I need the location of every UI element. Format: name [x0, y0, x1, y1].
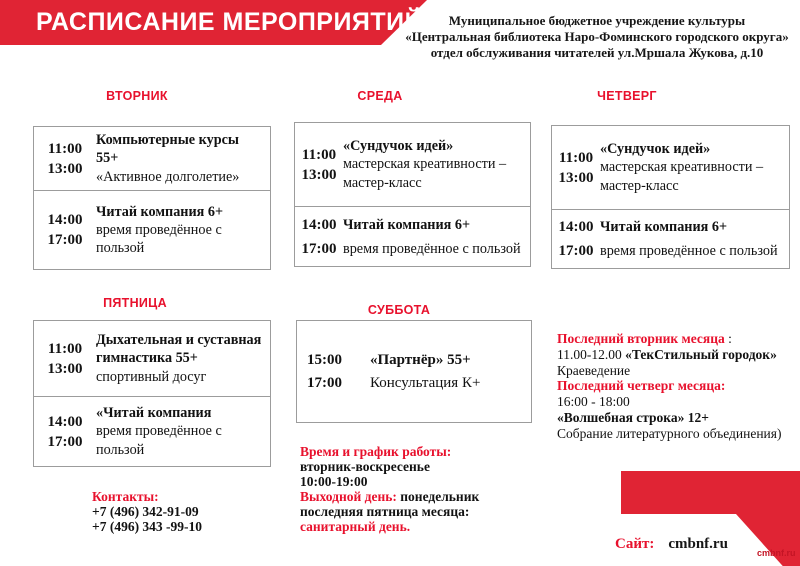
event-line — [552, 215, 782, 239]
event-row — [34, 191, 270, 269]
schedule-box-friday — [33, 320, 271, 467]
time-end: 17:00 — [47, 232, 83, 248]
schedule-box-tuesday — [33, 126, 271, 270]
event-line — [307, 372, 531, 395]
event-row — [552, 126, 789, 210]
time-start: 14:00 — [558, 219, 594, 235]
event-title: Дыхательная и суставная гимнастика 55+ — [96, 332, 262, 367]
site-url: cmbnf.ru — [668, 536, 728, 552]
red-band-decoration — [621, 471, 800, 514]
event-desc: Консультация К+ — [370, 374, 481, 391]
org-line-1: Муниципальное бюджетное учреждение культуры — [448, 13, 746, 28]
time-end: 13:00 — [301, 166, 337, 183]
monthly-line-1-title: «ТекСтильный городок» — [625, 346, 777, 362]
org-line-3: отдел обслуживания читателей ул.Мршала Жукова, д.10 — [430, 45, 764, 60]
day-label-saturday: СУББОТА — [367, 303, 431, 317]
event-desc: мастерская креативности – мастер-класс — [600, 159, 764, 194]
event-row — [295, 123, 530, 207]
monthly-header-1-text: Последний вторник месяца — [557, 331, 725, 346]
poster-title: РАСПИСАНИЕ МЕРОПРИЯТИЙ — [36, 8, 424, 36]
time-end: 13:00 — [558, 169, 594, 186]
monthly-header-1 — [557, 331, 799, 347]
hours-line-1: вторник-воскресенье — [300, 459, 430, 474]
event-content — [343, 137, 525, 192]
hours-title: Время и график работы: — [300, 444, 452, 459]
organization-header — [398, 13, 796, 61]
event-content — [96, 131, 264, 186]
event-times — [34, 339, 96, 379]
event-content — [297, 321, 531, 422]
event-title: Читай компания 6+ — [343, 216, 471, 233]
monthly-header-2: Последний четверг месяца: — [557, 378, 726, 394]
event-row — [34, 397, 270, 466]
event-title: «Сундучок идей» — [343, 138, 454, 155]
event-desc: время проведённое с пользой — [600, 243, 778, 259]
contact-phone-2: +7 (496) 343 -99-10 — [92, 519, 203, 534]
watermark-site-url: cmbnf.ru — [757, 548, 796, 558]
event-row — [34, 321, 270, 397]
red-tail-decoration — [736, 514, 800, 566]
monthly-events-block — [557, 331, 799, 442]
contacts-title: Контакты: — [92, 489, 159, 504]
time-end: 17:00 — [301, 240, 337, 257]
day-label-friday: ПЯТНИЦА — [103, 296, 167, 310]
event-content — [96, 331, 266, 386]
time-start: 15:00 — [307, 351, 342, 368]
event-title: Компьютерные курсы 55+ — [96, 132, 239, 167]
contacts-block — [92, 489, 292, 534]
day-label-thursday: ЧЕТВЕРГ — [597, 89, 657, 103]
org-line-2: «Центральная библиотека Наро-Фоминского городского округа» — [405, 29, 789, 44]
event-title: «Читай компания — [96, 405, 212, 422]
event-row — [34, 127, 270, 191]
event-content — [600, 140, 782, 195]
event-times — [34, 139, 96, 179]
event-title: «Сундучок идей» — [600, 141, 711, 158]
time-start: 14:00 — [47, 212, 83, 228]
event-content — [96, 203, 264, 258]
opening-hours-block — [300, 444, 540, 534]
event-title: Читай компания 6+ — [96, 203, 224, 220]
hours-closed-label: Выходной день: — [300, 489, 397, 504]
monthly-line-3: 16:00 - 18:00 — [557, 394, 630, 410]
event-line — [307, 349, 531, 372]
schedule-box-thursday — [551, 125, 790, 269]
monthly-line-2: Краеведение — [557, 362, 631, 378]
time-start: 11:00 — [558, 149, 594, 166]
schedule-box-saturday — [296, 320, 532, 423]
event-line — [295, 237, 525, 261]
event-row — [552, 210, 789, 268]
event-title: «Партнёр» 55+ — [370, 351, 471, 368]
event-times — [34, 412, 96, 452]
event-times — [552, 148, 600, 188]
time-end: 17:00 — [47, 433, 83, 450]
event-desc: спортивный досуг — [96, 368, 207, 385]
hours-closed-line — [300, 489, 540, 504]
time-start: 14:00 — [301, 216, 337, 233]
schedule-box-wednesday — [294, 122, 531, 267]
time-end: 17:00 — [558, 243, 594, 259]
time-start: 11:00 — [47, 140, 83, 157]
event-line — [295, 213, 525, 237]
time-start: 14:00 — [47, 413, 83, 430]
event-times — [295, 145, 343, 185]
time-start: 11:00 — [301, 146, 337, 163]
site-line — [615, 536, 728, 553]
contact-phone-1: +7 (496) 342-91-09 — [92, 504, 199, 519]
event-content — [96, 404, 266, 459]
hours-closed-value: понедельник — [396, 489, 480, 504]
time-end: 13:00 — [47, 360, 83, 377]
monthly-line-1-time: 11.00-12.00 — [557, 346, 626, 362]
event-desc: время проведённое с пользой — [343, 240, 521, 257]
event-desc: мастерская креативности – мастер-класс — [343, 156, 507, 191]
site-label: Сайт: — [615, 536, 655, 552]
event-desc: время проведённое с пользой — [96, 423, 222, 458]
time-end: 13:00 — [47, 160, 83, 177]
monthly-line-4: «Волшебная строка» 12+ — [557, 409, 709, 425]
event-row — [295, 207, 530, 266]
day-label-wednesday: СРЕДА — [357, 89, 403, 103]
event-times — [34, 210, 96, 250]
time-start: 11:00 — [47, 340, 83, 357]
hours-line-3: последняя пятница месяца: — [300, 504, 470, 519]
event-desc: время проведённое с пользой — [96, 221, 222, 257]
hours-line-4: санитарный день. — [300, 519, 411, 534]
event-desc: «Активное долголетие» — [96, 168, 240, 185]
time-end: 17:00 — [307, 374, 342, 391]
monthly-line-5: Собрание литературного объединения) — [557, 425, 782, 441]
day-label-tuesday: ВТОРНИК — [106, 89, 168, 103]
monthly-line-1 — [557, 347, 799, 363]
hours-line-2: 10:00-19:00 — [300, 474, 368, 489]
monthly-header-1-colon: : — [724, 331, 732, 346]
event-title: Читай компания 6+ — [600, 219, 728, 235]
event-line — [552, 239, 782, 263]
